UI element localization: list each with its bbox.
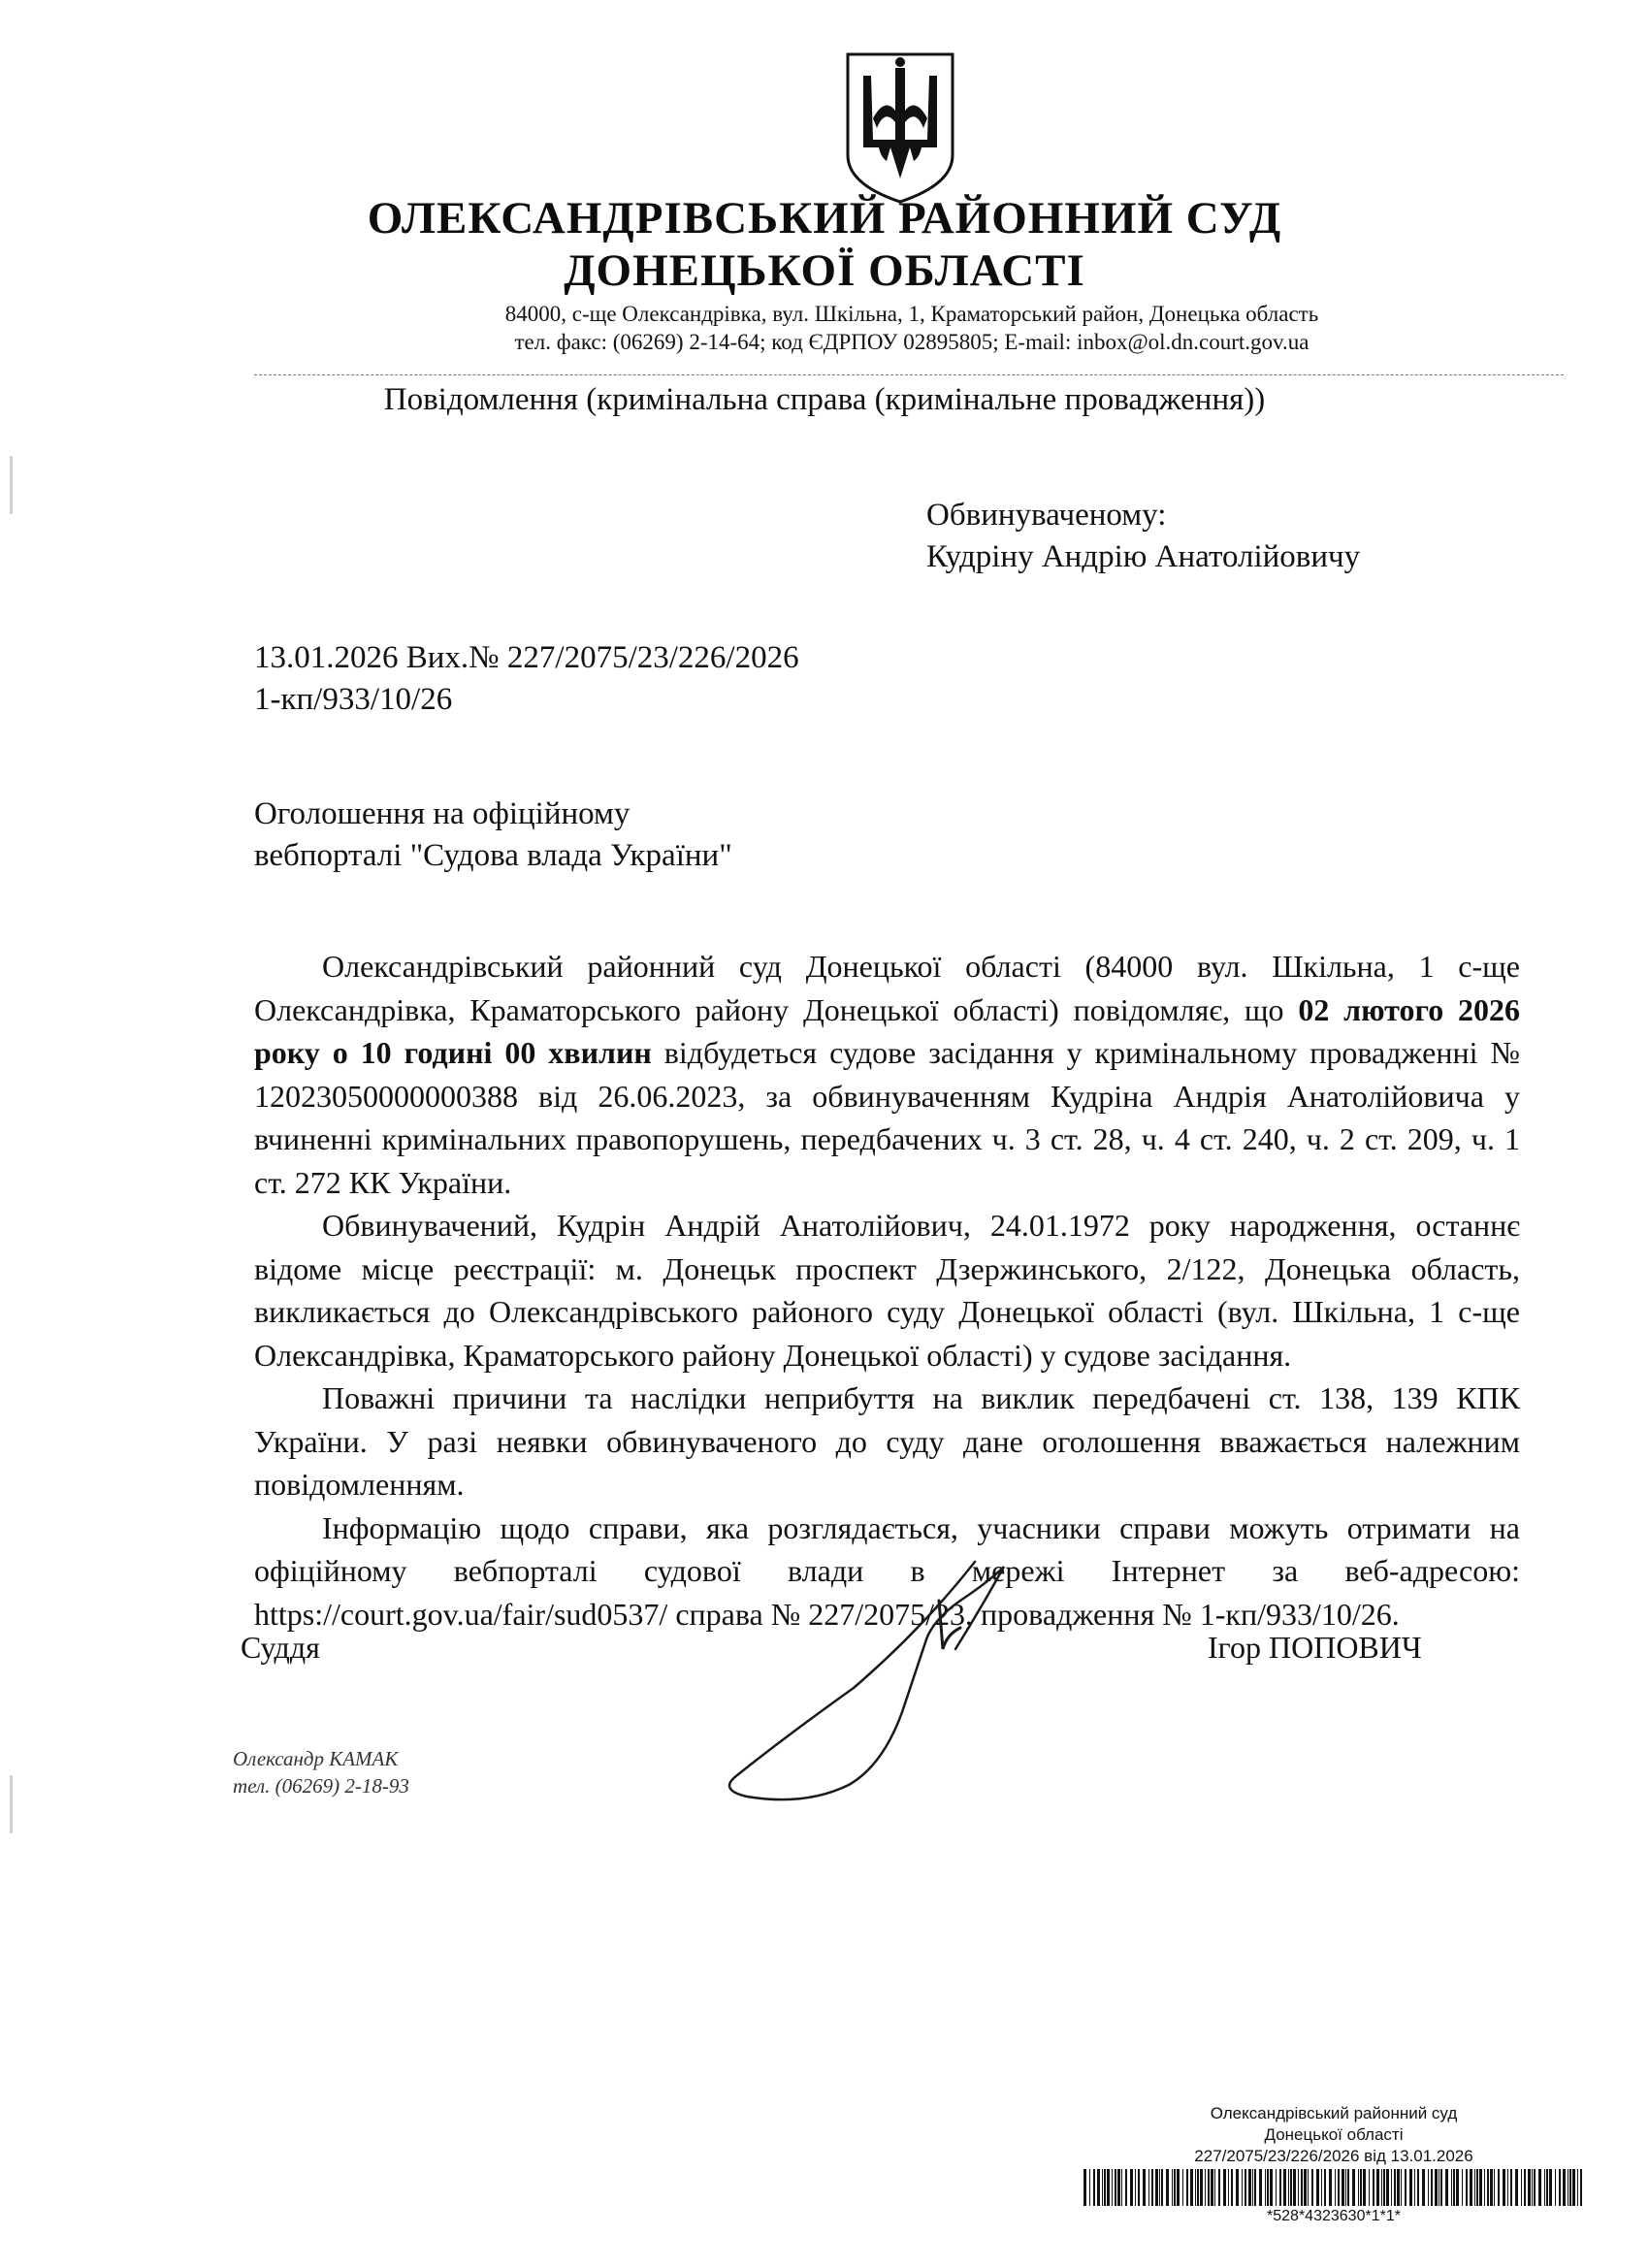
executor-phone: тел. (06269) 2-18-93 [233, 1774, 409, 1798]
stamp-reg-number: 227/2075/23/226/2026 від 13.01.2026 [1194, 2147, 1473, 2165]
header-divider [254, 374, 1564, 375]
stamp-court-line1: Олександрівський районний суд [1210, 2104, 1458, 2122]
stamp-court-line2: Донецької області [1264, 2125, 1404, 2144]
case-number: 1-кп/933/10/26 [254, 682, 453, 717]
notice-body [254, 945, 1520, 1636]
addressee-name: Кудріну Андрію Анатолійовичу [926, 539, 1361, 574]
executor-block [233, 1745, 409, 1799]
body-paragraph-3: Поважні причини та наслідки неприбуття на виклик передбачені ст. 138, 139 КПК України. У разі неявки обвинуваченого до суду дане оголошення вважається належним повідомленням. [254, 1380, 1520, 1502]
notice-type: Повідомлення (кримінальна справа (кримінальне провадження)) [383, 382, 1266, 417]
scan-edge-mark [10, 1775, 13, 1833]
outgoing-number: 13.01.2026 Вих.№ 227/2075/23/226/2026 [254, 640, 799, 675]
addressee-block [926, 495, 1360, 578]
trident-coat-of-arms-icon [842, 50, 958, 206]
hearing-datetime: 02 лютого 2026 року о 10 годині 00 хвилин [254, 991, 1521, 1070]
barcode-icon [1082, 2169, 1586, 2206]
scan-edge-mark [10, 456, 13, 514]
announcement-line2: вебпорталі "Судова влада України" [254, 838, 732, 873]
barcode-text: *528*4323630*1*1* [1267, 2208, 1401, 2224]
addressee-label: Обвинуваченому: [926, 498, 1167, 533]
announcement-line1: Оголошення на офіційному [254, 796, 630, 831]
announcement-heading [254, 794, 732, 877]
court-name-line2: ДОНЕЦЬКОЇ ОБЛАСТІ [564, 245, 1085, 296]
body-paragraph-4: Інформацію щодо справи, яка розглядається, учасники справи можуть отримати на офіційному вебпорталі судової влади в мережі Інтернет за веб-адресою: https://court.gov.ua/fair/sud0537/ справа № 227/2075/23, провадження № 1-кп/933/10/26. [254, 1509, 1520, 1632]
court-address: 84000, с-ще Олександрівка, вул. Шкільна, 1, Краматорський район, Донецька область [504, 302, 1319, 326]
court-contacts: тел. факс: (06269) 2-14-64; код ЄДРПОУ 02895805; E-mail: inbox@ol.dn.court.gov.ua [514, 330, 1310, 354]
body-paragraph-1 [254, 945, 1520, 1204]
outgoing-reference [254, 637, 799, 721]
handwritten-signature [679, 1542, 1086, 1833]
registration-stamp [1077, 2103, 1591, 2227]
executor-name: Олександр КАМАК [233, 1747, 399, 1770]
court-name-line1: ОЛЕКСАНДРІВСЬКИЙ РАЙОННИЙ СУД [367, 193, 1282, 243]
body-text: відбудеться судове засідання у кримінальному провадженні № 12023050000000388 від 26.06.2023, за обвинуваченням Кудріна Андрія Анатолійовича у вчиненні кримінальних правопорушень, передбачених ч. 3 ст. 28, ч. 4 ст. 240, ч. 2 ст. 209, ч. 1 ст. 272 КК України. [254, 1035, 1521, 1200]
judge-name: Ігор ПОПОВИЧ [1208, 1630, 1422, 1665]
judge-role: Суддя [241, 1630, 320, 1665]
body-text: Олександрівський районний суд Донецької області (84000 вул. Шкільна, 1 с-ще Олександрівка, Краматорського району Донецької області) повідомляє, що [254, 949, 1520, 1027]
body-paragraph-2: Обвинувачений, Кудрін Андрій Анатолійович, 24.01.1972 року народження, останнє відоме місце реєстрації: м. Донецьк проспект Дзержинського, 2/122, Донецька область, викликається до Олександрівського районого суду Донецької області (вул. Шкільна, 1 с-ще Олександрівка, Краматорського району Донецької області) у судове засідання. [254, 1208, 1520, 1373]
